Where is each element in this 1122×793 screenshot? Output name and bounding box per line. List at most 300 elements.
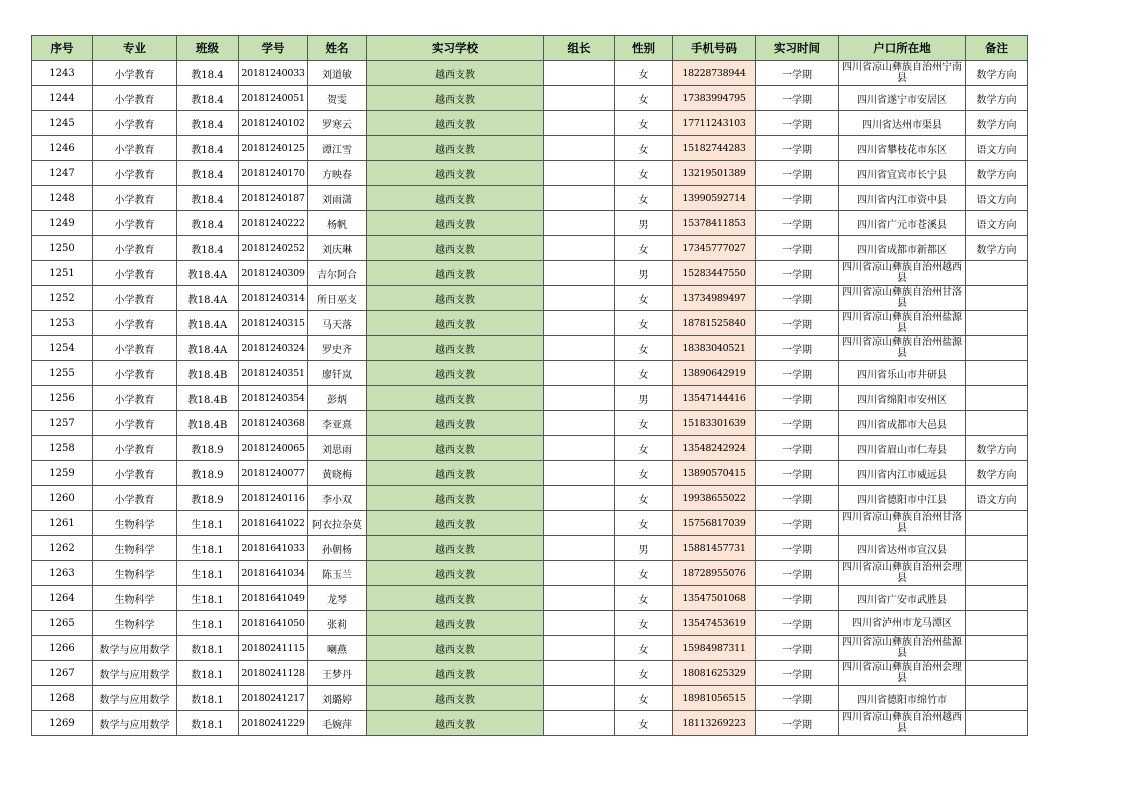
cell-hukou: 四川省内江市威远县 (839, 461, 966, 486)
cell-no: 1245 (32, 111, 93, 136)
cell-no: 1261 (32, 511, 93, 536)
cell-note (966, 311, 1028, 336)
table-row (32, 236, 1028, 261)
cell-no: 1256 (32, 386, 93, 411)
cell-phone: 15182744283 (673, 136, 756, 161)
cell-hukou: 四川省内江市资中县 (839, 186, 966, 211)
cell-hukou: 四川省凉山彝族自治州宁南县 (839, 61, 966, 86)
cell-hukou: 四川省成都市大邑县 (839, 411, 966, 436)
cell-period: 一学期 (756, 136, 839, 161)
header-major: 专业 (93, 36, 177, 61)
cell-leader (544, 236, 615, 261)
header-school: 实习学校 (367, 36, 544, 61)
header-row (32, 36, 1028, 61)
cell-hukou: 四川省凉山彝族自治州甘洛县 (839, 286, 966, 311)
cell-note: 语文方向 (966, 211, 1028, 236)
cell-major: 数学与应用数学 (93, 636, 177, 661)
cell-name: 龙琴 (308, 586, 367, 611)
cell-gender: 女 (615, 611, 673, 636)
cell-student-id: 20181240065 (239, 436, 308, 461)
table-row (32, 611, 1028, 636)
cell-no: 1251 (32, 261, 93, 286)
cell-note (966, 411, 1028, 436)
cell-school: 越西支教 (367, 311, 544, 336)
header-leader: 组长 (544, 36, 615, 61)
cell-gender: 女 (615, 186, 673, 211)
cell-name: 贺雯 (308, 86, 367, 111)
cell-class: 教18.4B (177, 411, 239, 436)
cell-phone: 13890570415 (673, 461, 756, 486)
cell-name: 李小双 (308, 486, 367, 511)
cell-school: 越西支教 (367, 361, 544, 386)
cell-gender: 女 (615, 561, 673, 586)
cell-school: 越西支教 (367, 411, 544, 436)
cell-leader (544, 261, 615, 286)
cell-class: 教18.4 (177, 61, 239, 86)
cell-leader (544, 711, 615, 736)
cell-student-id: 20181240187 (239, 186, 308, 211)
cell-name: 罗寒云 (308, 111, 367, 136)
cell-hukou: 四川省广安市武胜县 (839, 586, 966, 611)
cell-leader (544, 561, 615, 586)
cell-note: 语文方向 (966, 136, 1028, 161)
cell-school: 越西支教 (367, 386, 544, 411)
cell-no: 1265 (32, 611, 93, 636)
cell-hukou: 四川省广元市苍溪县 (839, 211, 966, 236)
cell-leader (544, 461, 615, 486)
cell-class: 教18.4A (177, 261, 239, 286)
cell-school: 越西支教 (367, 511, 544, 536)
cell-period: 一学期 (756, 286, 839, 311)
cell-no: 1268 (32, 686, 93, 711)
cell-phone: 13734989497 (673, 286, 756, 311)
cell-major: 生物科学 (93, 561, 177, 586)
cell-school: 越西支教 (367, 161, 544, 186)
cell-no: 1260 (32, 486, 93, 511)
cell-hukou: 四川省凉山彝族自治州盐源县 (839, 636, 966, 661)
cell-no: 1262 (32, 536, 93, 561)
cell-class: 教18.4 (177, 186, 239, 211)
cell-leader (544, 311, 615, 336)
cell-period: 一学期 (756, 636, 839, 661)
table-row (32, 461, 1028, 486)
cell-period: 一学期 (756, 311, 839, 336)
cell-hukou: 四川省凉山彝族自治州越西县 (839, 711, 966, 736)
header-note: 备注 (966, 36, 1028, 61)
cell-school: 越西支教 (367, 61, 544, 86)
cell-name: 阿衣拉杂莫 (308, 511, 367, 536)
cell-no: 1257 (32, 411, 93, 436)
cell-note (966, 711, 1028, 736)
cell-period: 一学期 (756, 436, 839, 461)
cell-period: 一学期 (756, 686, 839, 711)
cell-no: 1248 (32, 186, 93, 211)
table-row (32, 436, 1028, 461)
cell-period: 一学期 (756, 561, 839, 586)
cell-note (966, 336, 1028, 361)
cell-hukou: 四川省达州市渠县 (839, 111, 966, 136)
cell-student-id: 20181240368 (239, 411, 308, 436)
table-row (32, 86, 1028, 111)
cell-leader (544, 486, 615, 511)
cell-gender: 女 (615, 461, 673, 486)
header-gender: 性别 (615, 36, 673, 61)
cell-school: 越西支教 (367, 86, 544, 111)
cell-phone: 17345777027 (673, 236, 756, 261)
table-row (32, 61, 1028, 86)
header-period: 实习时间 (756, 36, 839, 61)
cell-class: 生18.1 (177, 611, 239, 636)
cell-hukou: 四川省眉山市仁寿县 (839, 436, 966, 461)
header-student-id: 学号 (239, 36, 308, 61)
cell-school: 越西支教 (367, 186, 544, 211)
cell-name: 所日巫支 (308, 286, 367, 311)
cell-note (966, 261, 1028, 286)
cell-leader (544, 586, 615, 611)
cell-school: 越西支教 (367, 636, 544, 661)
cell-class: 数18.1 (177, 636, 239, 661)
cell-school: 越西支教 (367, 236, 544, 261)
cell-student-id: 20181240315 (239, 311, 308, 336)
cell-period: 一学期 (756, 361, 839, 386)
cell-phone: 15881457731 (673, 536, 756, 561)
cell-note (966, 611, 1028, 636)
cell-phone: 13547453619 (673, 611, 756, 636)
cell-phone: 18728955076 (673, 561, 756, 586)
cell-phone: 13547144416 (673, 386, 756, 411)
table-row (32, 661, 1028, 686)
cell-note (966, 586, 1028, 611)
cell-no: 1252 (32, 286, 93, 311)
cell-period: 一学期 (756, 411, 839, 436)
cell-student-id: 20180241115 (239, 636, 308, 661)
cell-name: 刘璐婷 (308, 686, 367, 711)
cell-no: 1246 (32, 136, 93, 161)
cell-period: 一学期 (756, 661, 839, 686)
table-row (32, 261, 1028, 286)
cell-phone: 13548242924 (673, 436, 756, 461)
cell-student-id: 20181240222 (239, 211, 308, 236)
cell-no: 1264 (32, 586, 93, 611)
cell-class: 教18.4 (177, 211, 239, 236)
cell-student-id: 20181240351 (239, 361, 308, 386)
cell-hukou: 四川省凉山彝族自治州盐源县 (839, 336, 966, 361)
cell-name: 毛婉萍 (308, 711, 367, 736)
cell-no: 1269 (32, 711, 93, 736)
cell-major: 小学教育 (93, 161, 177, 186)
cell-student-id: 20181641033 (239, 536, 308, 561)
header-class: 班级 (177, 36, 239, 61)
cell-hukou: 四川省凉山彝族自治州甘洛县 (839, 511, 966, 536)
cell-hukou: 四川省成都市新都区 (839, 236, 966, 261)
cell-phone: 18383040521 (673, 336, 756, 361)
cell-no: 1259 (32, 461, 93, 486)
cell-name: 喇燕 (308, 636, 367, 661)
cell-major: 小学教育 (93, 311, 177, 336)
cell-class: 数18.1 (177, 661, 239, 686)
cell-hukou: 四川省凉山彝族自治州盐源县 (839, 311, 966, 336)
cell-no: 1255 (32, 361, 93, 386)
table-row (32, 486, 1028, 511)
cell-leader (544, 611, 615, 636)
cell-major: 小学教育 (93, 111, 177, 136)
cell-hukou: 四川省攀枝花市东区 (839, 136, 966, 161)
cell-major: 小学教育 (93, 461, 177, 486)
cell-name: 李亚熹 (308, 411, 367, 436)
cell-hukou: 四川省泸州市龙马潭区 (839, 611, 966, 636)
cell-note (966, 536, 1028, 561)
cell-school: 越西支教 (367, 436, 544, 461)
cell-student-id: 20181240324 (239, 336, 308, 361)
cell-name: 吉尔阿合 (308, 261, 367, 286)
cell-student-id: 20180241229 (239, 711, 308, 736)
cell-school: 越西支教 (367, 536, 544, 561)
cell-period: 一学期 (756, 261, 839, 286)
cell-major: 小学教育 (93, 186, 177, 211)
table-row (32, 111, 1028, 136)
cell-hukou: 四川省德阳市绵竹市 (839, 686, 966, 711)
cell-gender: 女 (615, 61, 673, 86)
cell-leader (544, 536, 615, 561)
cell-name: 刘思雨 (308, 436, 367, 461)
cell-hukou: 四川省德阳市中江县 (839, 486, 966, 511)
cell-major: 小学教育 (93, 286, 177, 311)
cell-period: 一学期 (756, 586, 839, 611)
cell-student-id: 20181240116 (239, 486, 308, 511)
internship-table (31, 35, 1028, 736)
cell-class: 数18.1 (177, 686, 239, 711)
cell-note: 数学方向 (966, 236, 1028, 261)
cell-school: 越西支教 (367, 611, 544, 636)
cell-no: 1254 (32, 336, 93, 361)
cell-school: 越西支教 (367, 461, 544, 486)
cell-phone: 15756817039 (673, 511, 756, 536)
cell-major: 小学教育 (93, 411, 177, 436)
cell-gender: 女 (615, 686, 673, 711)
cell-name: 罗史齐 (308, 336, 367, 361)
cell-note (966, 386, 1028, 411)
cell-major: 生物科学 (93, 611, 177, 636)
cell-gender: 女 (615, 111, 673, 136)
cell-major: 小学教育 (93, 261, 177, 286)
cell-class: 教18.4 (177, 86, 239, 111)
cell-period: 一学期 (756, 111, 839, 136)
cell-hukou: 四川省宜宾市长宁县 (839, 161, 966, 186)
cell-student-id: 20181641034 (239, 561, 308, 586)
table-row (32, 286, 1028, 311)
cell-leader (544, 211, 615, 236)
cell-student-id: 20181240314 (239, 286, 308, 311)
cell-phone: 15283447550 (673, 261, 756, 286)
cell-major: 小学教育 (93, 236, 177, 261)
table-row (32, 311, 1028, 336)
cell-name: 陈玉兰 (308, 561, 367, 586)
table-row (32, 411, 1028, 436)
cell-no: 1247 (32, 161, 93, 186)
header-name: 姓名 (308, 36, 367, 61)
cell-leader (544, 286, 615, 311)
cell-name: 刘雨潇 (308, 186, 367, 211)
cell-major: 小学教育 (93, 486, 177, 511)
cell-note: 数学方向 (966, 161, 1028, 186)
cell-note (966, 361, 1028, 386)
cell-hukou: 四川省乐山市井研县 (839, 361, 966, 386)
cell-period: 一学期 (756, 511, 839, 536)
cell-student-id: 20181240170 (239, 161, 308, 186)
cell-class: 教18.9 (177, 436, 239, 461)
cell-leader (544, 636, 615, 661)
cell-leader (544, 411, 615, 436)
cell-no: 1244 (32, 86, 93, 111)
cell-major: 小学教育 (93, 136, 177, 161)
cell-major: 生物科学 (93, 536, 177, 561)
cell-class: 教18.4B (177, 386, 239, 411)
cell-major: 生物科学 (93, 586, 177, 611)
cell-leader (544, 61, 615, 86)
table-row (32, 686, 1028, 711)
cell-student-id: 20181240354 (239, 386, 308, 411)
cell-leader (544, 661, 615, 686)
cell-class: 教18.9 (177, 486, 239, 511)
cell-period: 一学期 (756, 236, 839, 261)
cell-class: 生18.1 (177, 536, 239, 561)
cell-gender: 女 (615, 586, 673, 611)
table-row (32, 136, 1028, 161)
cell-phone: 18781525840 (673, 311, 756, 336)
cell-no: 1263 (32, 561, 93, 586)
table-row (32, 586, 1028, 611)
cell-gender: 女 (615, 661, 673, 686)
cell-gender: 女 (615, 236, 673, 261)
cell-class: 教18.4A (177, 286, 239, 311)
table-body (32, 61, 1028, 736)
cell-major: 生物科学 (93, 511, 177, 536)
cell-phone: 17711243103 (673, 111, 756, 136)
cell-student-id: 20180241217 (239, 686, 308, 711)
cell-no: 1253 (32, 311, 93, 336)
cell-gender: 女 (615, 711, 673, 736)
cell-note (966, 561, 1028, 586)
cell-phone: 13219501389 (673, 161, 756, 186)
cell-phone: 19938655022 (673, 486, 756, 511)
cell-note: 数学方向 (966, 61, 1028, 86)
cell-class: 教18.4A (177, 311, 239, 336)
cell-hukou: 四川省凉山彝族自治州会理县 (839, 561, 966, 586)
cell-name: 谭江雪 (308, 136, 367, 161)
cell-hukou: 四川省凉山彝族自治州越西县 (839, 261, 966, 286)
cell-name: 彭炳 (308, 386, 367, 411)
cell-name: 廖钎岚 (308, 361, 367, 386)
cell-gender: 女 (615, 86, 673, 111)
cell-class: 生18.1 (177, 586, 239, 611)
cell-student-id: 20181240252 (239, 236, 308, 261)
cell-leader (544, 386, 615, 411)
cell-hukou: 四川省达州市宣汉县 (839, 536, 966, 561)
table-row (32, 336, 1028, 361)
cell-note (966, 286, 1028, 311)
cell-period: 一学期 (756, 486, 839, 511)
cell-name: 张莉 (308, 611, 367, 636)
table-row (32, 536, 1028, 561)
cell-class: 教18.4 (177, 161, 239, 186)
cell-school: 越西支教 (367, 561, 544, 586)
cell-class: 生18.1 (177, 561, 239, 586)
cell-period: 一学期 (756, 461, 839, 486)
cell-leader (544, 186, 615, 211)
cell-leader (544, 161, 615, 186)
cell-student-id: 20181641049 (239, 586, 308, 611)
cell-period: 一学期 (756, 336, 839, 361)
cell-phone: 18228738944 (673, 61, 756, 86)
cell-name: 杨帆 (308, 211, 367, 236)
cell-student-id: 20181240309 (239, 261, 308, 286)
cell-school: 越西支教 (367, 711, 544, 736)
cell-school: 越西支教 (367, 486, 544, 511)
cell-period: 一学期 (756, 386, 839, 411)
table-row (32, 711, 1028, 736)
cell-gender: 女 (615, 361, 673, 386)
table-row (32, 386, 1028, 411)
cell-no: 1243 (32, 61, 93, 86)
cell-class: 教18.4 (177, 111, 239, 136)
cell-major: 小学教育 (93, 361, 177, 386)
cell-school: 越西支教 (367, 686, 544, 711)
cell-major: 数学与应用数学 (93, 661, 177, 686)
cell-hukou: 四川省凉山彝族自治州会理县 (839, 661, 966, 686)
cell-school: 越西支教 (367, 661, 544, 686)
cell-name: 刘庆琳 (308, 236, 367, 261)
cell-class: 教18.4 (177, 236, 239, 261)
cell-phone: 13547501068 (673, 586, 756, 611)
cell-school: 越西支教 (367, 336, 544, 361)
cell-name: 马天落 (308, 311, 367, 336)
cell-student-id: 20181240125 (239, 136, 308, 161)
table-row (32, 186, 1028, 211)
cell-phone: 15378411853 (673, 211, 756, 236)
cell-note: 语文方向 (966, 486, 1028, 511)
cell-no: 1266 (32, 636, 93, 661)
cell-class: 教18.4A (177, 336, 239, 361)
cell-gender: 女 (615, 336, 673, 361)
cell-gender: 男 (615, 386, 673, 411)
cell-class: 教18.9 (177, 461, 239, 486)
cell-phone: 13890642919 (673, 361, 756, 386)
cell-school: 越西支教 (367, 211, 544, 236)
cell-phone: 15183301639 (673, 411, 756, 436)
cell-note (966, 661, 1028, 686)
cell-hukou: 四川省绵阳市安州区 (839, 386, 966, 411)
table-row (32, 361, 1028, 386)
table-row (32, 561, 1028, 586)
cell-leader (544, 686, 615, 711)
cell-phone: 13990592714 (673, 186, 756, 211)
cell-gender: 女 (615, 636, 673, 661)
cell-leader (544, 361, 615, 386)
cell-leader (544, 436, 615, 461)
cell-gender: 男 (615, 261, 673, 286)
cell-class: 教18.4B (177, 361, 239, 386)
table-row (32, 211, 1028, 236)
cell-student-id: 20181240033 (239, 61, 308, 86)
cell-period: 一学期 (756, 86, 839, 111)
cell-phone: 18113269223 (673, 711, 756, 736)
cell-phone: 17383994795 (673, 86, 756, 111)
cell-gender: 女 (615, 286, 673, 311)
cell-period: 一学期 (756, 536, 839, 561)
cell-name: 刘道敏 (308, 61, 367, 86)
cell-gender: 女 (615, 411, 673, 436)
cell-gender: 女 (615, 511, 673, 536)
